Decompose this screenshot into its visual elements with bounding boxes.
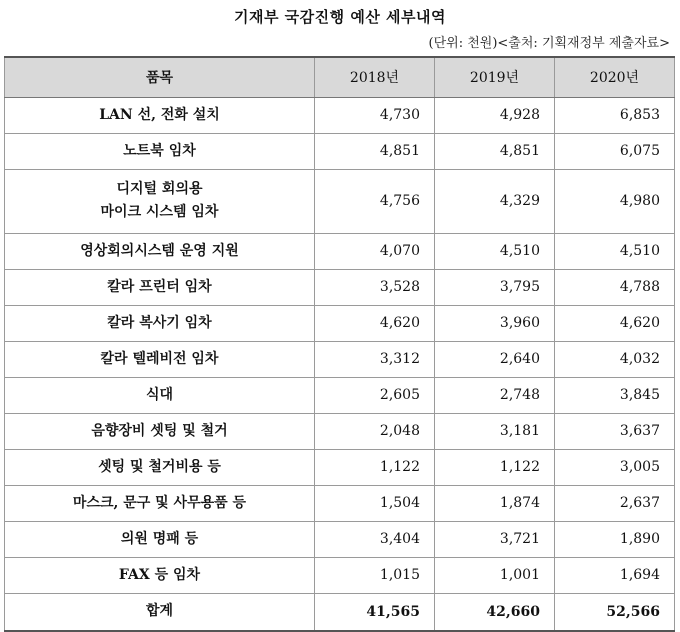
unit-source-note: (단위: 천원)<출처: 기획재정부 제출자료> (428, 36, 670, 51)
row-value-2019: 3,960 (435, 305, 555, 341)
row-value-2019: 4,851 (435, 133, 555, 169)
row-item: 칼라 텔레비전 임차 (5, 341, 315, 377)
row-value-2019: 3,721 (435, 521, 555, 557)
row-value-2019: 4,329 (435, 169, 555, 233)
header-2018: 2018년 (315, 57, 435, 97)
row-value-2018: 2,605 (315, 377, 435, 413)
row-value-2020: 4,620 (555, 305, 675, 341)
row-value-2018: 3,312 (315, 341, 435, 377)
row-item: 칼라 프린터 임차 (5, 269, 315, 305)
row-value-2018: 4,851 (315, 133, 435, 169)
row-value-2019: 4,510 (435, 233, 555, 269)
row-item: 음향장비 셋팅 및 철거 (5, 413, 315, 449)
row-value-2018: 2,048 (315, 413, 435, 449)
table-row (5, 521, 675, 557)
row-item-line: 디지털 회의용 (116, 181, 203, 197)
row-value-2018: 1,122 (315, 449, 435, 485)
total-2020: 52,566 (555, 593, 675, 631)
header-2019: 2019년 (435, 57, 555, 97)
row-value-2019: 4,928 (435, 97, 555, 133)
row-item: LAN 선, 전화 설치 (5, 97, 315, 133)
row-value-2019: 1,874 (435, 485, 555, 521)
row-value-2020: 3,845 (555, 377, 675, 413)
row-value-2020: 1,890 (555, 521, 675, 557)
row-value-2020: 6,853 (555, 97, 675, 133)
table-row (5, 133, 675, 169)
row-item: 노트북 임차 (5, 133, 315, 169)
row-value-2020: 2,637 (555, 485, 675, 521)
row-value-2020: 4,510 (555, 233, 675, 269)
total-2019: 42,660 (435, 593, 555, 631)
row-value-2020: 3,005 (555, 449, 675, 485)
row-value-2019: 1,122 (435, 449, 555, 485)
table-row (5, 97, 675, 133)
row-item-line: 마이크 시스템 임차 (100, 204, 219, 220)
row-value-2018: 4,070 (315, 233, 435, 269)
row-value-2018: 4,756 (315, 169, 435, 233)
table-row (5, 485, 675, 521)
row-value-2019: 3,795 (435, 269, 555, 305)
table-header-row (5, 57, 675, 97)
table-row (5, 449, 675, 485)
header-item: 품목 (5, 57, 315, 97)
row-value-2020: 4,980 (555, 169, 675, 233)
header-2020: 2020년 (555, 57, 675, 97)
page-title: 기재부 국감진행 예산 세부내역 (233, 8, 447, 26)
row-item: 칼라 복사기 임차 (5, 305, 315, 341)
row-value-2020: 4,788 (555, 269, 675, 305)
row-value-2018: 1,504 (315, 485, 435, 521)
row-item: 셋팅 및 철거비용 등 (5, 449, 315, 485)
table-row (5, 233, 675, 269)
row-item (5, 169, 315, 233)
row-value-2019: 2,640 (435, 341, 555, 377)
table-row (5, 169, 675, 233)
row-value-2020: 4,032 (555, 341, 675, 377)
table-row (5, 377, 675, 413)
total-row (5, 593, 675, 631)
table-row (5, 341, 675, 377)
row-value-2020: 6,075 (555, 133, 675, 169)
row-value-2018: 1,015 (315, 557, 435, 593)
table-row (5, 413, 675, 449)
table-row (5, 557, 675, 593)
total-label: 합계 (5, 593, 315, 631)
row-item: 의원 명패 등 (5, 521, 315, 557)
row-item: 마스크, 문구 및 사무용품 등 (5, 485, 315, 521)
row-value-2018: 4,620 (315, 305, 435, 341)
row-value-2018: 3,404 (315, 521, 435, 557)
row-item: FAX 등 임차 (5, 557, 315, 593)
row-value-2020: 3,637 (555, 413, 675, 449)
row-item: 영상회의시스템 운영 지원 (5, 233, 315, 269)
row-item: 식대 (5, 377, 315, 413)
row-value-2018: 3,528 (315, 269, 435, 305)
row-value-2020: 1,694 (555, 557, 675, 593)
row-value-2019: 2,748 (435, 377, 555, 413)
table-row (5, 269, 675, 305)
row-value-2018: 4,730 (315, 97, 435, 133)
total-2018: 41,565 (315, 593, 435, 631)
row-value-2019: 3,181 (435, 413, 555, 449)
row-value-2019: 1,001 (435, 557, 555, 593)
table-row (5, 305, 675, 341)
budget-table (4, 56, 675, 632)
